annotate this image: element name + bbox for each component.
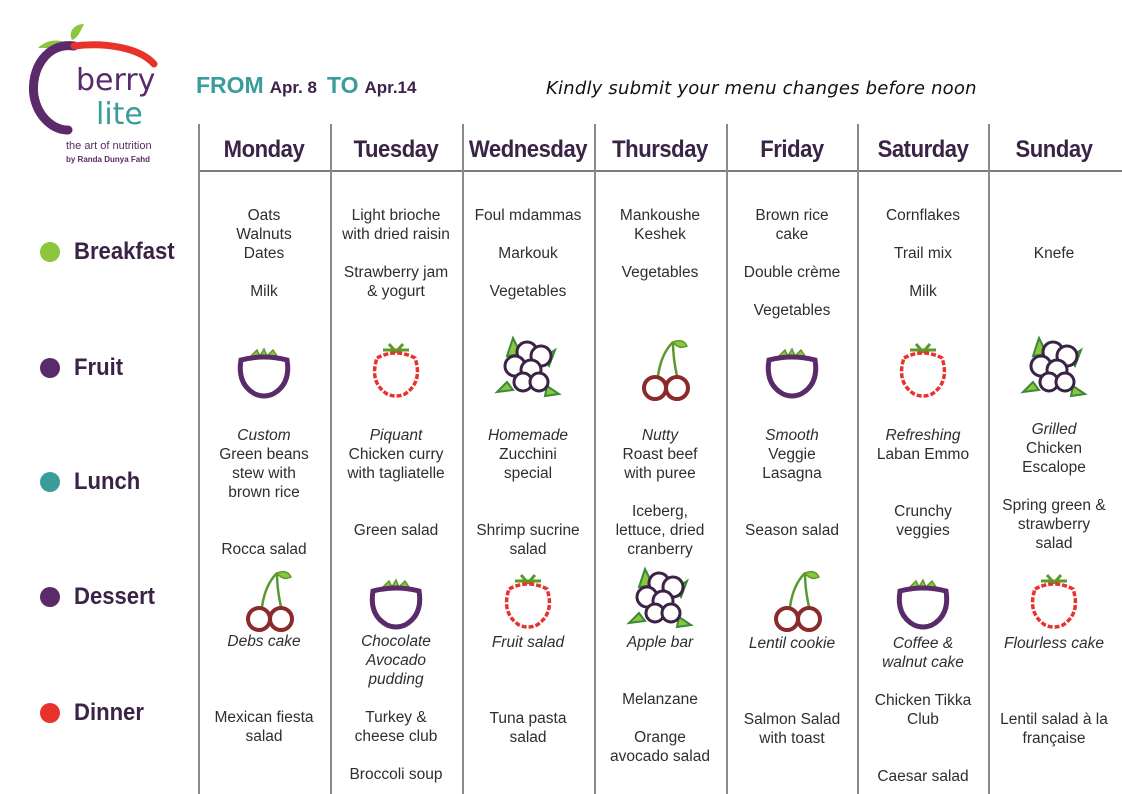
breakfast-item: Brown rice bbox=[755, 207, 829, 224]
dinner-item: salad bbox=[509, 729, 547, 746]
dessert-item: Lentil cookie bbox=[748, 635, 836, 652]
day-header-friday: Friday bbox=[760, 136, 824, 163]
spacer bbox=[988, 225, 1120, 244]
lunch-descriptor: Grilled bbox=[1031, 421, 1077, 438]
breakfast-item: Keshek bbox=[634, 226, 686, 243]
dinner-cell-sunday bbox=[988, 710, 1120, 748]
dinner-item: Club bbox=[907, 711, 939, 728]
lunch-side-item: Green salad bbox=[353, 522, 439, 539]
breakfast-item: Milk bbox=[250, 283, 278, 300]
lunch-main-item: Escalope bbox=[1022, 459, 1086, 476]
lunch-main-item: Chicken bbox=[1026, 440, 1082, 457]
day-header-saturday: Saturday bbox=[877, 136, 969, 163]
lunch-side-saturday bbox=[857, 502, 989, 540]
lunch-main-item: special bbox=[503, 465, 553, 482]
dessert-cell-sunday bbox=[988, 634, 1120, 653]
meal-name: Dessert bbox=[74, 583, 156, 610]
dessert-cell-monday bbox=[198, 632, 330, 651]
fig-icon bbox=[229, 332, 299, 402]
lunch-descriptor: Custom bbox=[237, 427, 291, 444]
meal-name: Lunch bbox=[74, 468, 141, 495]
dinner-cell-thursday bbox=[594, 690, 726, 766]
spacer bbox=[726, 244, 858, 263]
breakfast-item: Milk bbox=[909, 283, 937, 300]
cherries-icon bbox=[757, 563, 827, 633]
spacer bbox=[462, 263, 594, 282]
logo-berry-text: berry bbox=[76, 63, 156, 98]
dinner-item: Orange bbox=[634, 729, 686, 746]
spacer bbox=[594, 709, 726, 728]
lunch-main-item: Laban Emmo bbox=[876, 446, 970, 463]
breakfast-item: Cornflakes bbox=[885, 207, 961, 224]
to-label: TO bbox=[326, 72, 359, 98]
header-divider bbox=[198, 170, 1122, 172]
lunch-main-item: with puree bbox=[624, 465, 696, 482]
spacer bbox=[857, 748, 989, 767]
dinner-item: Salmon Salad bbox=[743, 711, 841, 728]
dessert-cell-friday bbox=[726, 634, 858, 653]
lunch-main-item: Veggie bbox=[768, 446, 816, 463]
dinner-item: Chicken Tikka bbox=[874, 692, 972, 709]
dessert-item: Chocolate bbox=[361, 633, 431, 650]
blueberries-icon bbox=[1019, 332, 1089, 402]
breakfast-item: Vegetables bbox=[753, 302, 831, 319]
dessert-item: Avocado bbox=[365, 652, 427, 669]
lunch-side-item: Season salad bbox=[745, 522, 839, 539]
brand-tagline-block bbox=[66, 140, 152, 166]
breakfast-cell-wednesday bbox=[462, 206, 594, 301]
day-header-thursday: Thursday bbox=[612, 136, 708, 163]
lunch-side-item: cranberry bbox=[627, 541, 693, 558]
lunch-side-item: Rocca salad bbox=[221, 541, 307, 558]
breakfast-item: Walnuts bbox=[236, 226, 292, 243]
lunch-descriptor: Nutty bbox=[641, 427, 679, 444]
spacer bbox=[198, 263, 330, 282]
lunch-side-item: lettuce, dried bbox=[615, 522, 705, 539]
lunch-main-item: Chicken curry bbox=[348, 446, 444, 463]
lunch-main-item: with tagliatelle bbox=[347, 465, 445, 482]
dessert-item: walnut cake bbox=[882, 654, 964, 671]
fig-icon bbox=[888, 563, 958, 633]
lunch-cell-tuesday bbox=[330, 426, 462, 483]
lunch-side-thursday bbox=[594, 502, 726, 559]
breakfast-cell-monday bbox=[198, 206, 330, 301]
meal-label-fruit bbox=[40, 354, 127, 382]
lunch-side-friday bbox=[726, 521, 858, 540]
lunch-side-item: strawberry bbox=[1017, 516, 1091, 533]
dinner-item: française bbox=[1022, 730, 1086, 747]
dinner-item: salad bbox=[245, 728, 283, 745]
lunch-side-item: veggies bbox=[896, 522, 950, 539]
dinner-cell-saturday bbox=[857, 691, 989, 786]
breakfast-item: cake bbox=[775, 226, 809, 243]
dessert-cell-saturday bbox=[857, 634, 989, 672]
dessert-item: Flourless cake bbox=[1004, 635, 1104, 652]
dessert-cell-wednesday bbox=[462, 633, 594, 652]
spacer bbox=[988, 206, 1120, 225]
meal-name: Breakfast bbox=[74, 238, 175, 265]
breakfast-item: Foul mdammas bbox=[474, 207, 582, 224]
breakfast-item: Light brioche bbox=[351, 207, 441, 224]
day-header-monday: Monday bbox=[223, 136, 305, 163]
lunch-main-item: brown rice bbox=[228, 484, 300, 501]
lunch-side-wednesday bbox=[462, 521, 594, 559]
lunch-side-item: Spring green & bbox=[1002, 497, 1106, 514]
breakfast-cell-friday bbox=[726, 206, 858, 320]
dinner-item: Tuna pasta bbox=[489, 710, 567, 727]
dessert-cell-thursday bbox=[594, 633, 726, 652]
dinner-item: Melanzane bbox=[622, 691, 698, 708]
breakfast-item: Oats bbox=[247, 207, 281, 224]
lunch-cell-thursday bbox=[594, 426, 726, 483]
brand-byline: by Randa Dunya Fahd bbox=[66, 155, 151, 164]
breakfast-item: Vegetables bbox=[489, 283, 567, 300]
lunch-main-item: Green beans bbox=[219, 446, 309, 463]
day-header-sunday: Sunday bbox=[1015, 136, 1093, 163]
breakfast-cell-tuesday bbox=[330, 206, 462, 301]
raspberry-icon bbox=[493, 563, 563, 633]
lunch-main-item: Lasagna bbox=[762, 465, 822, 482]
meal-label-dessert bbox=[40, 583, 162, 611]
lunch-side-item: Crunchy bbox=[894, 503, 952, 520]
date-range bbox=[196, 72, 416, 99]
spacer bbox=[462, 225, 594, 244]
dessert-item: Fruit salad bbox=[491, 634, 565, 651]
lunch-side-monday bbox=[198, 540, 330, 559]
dinner-item: cheese club bbox=[354, 728, 438, 745]
breakfast-item: & yogurt bbox=[367, 283, 425, 300]
lunch-main-item: Zucchini bbox=[499, 446, 557, 463]
spacer bbox=[594, 244, 726, 263]
spacer bbox=[857, 225, 989, 244]
meal-dot-icon bbox=[40, 358, 60, 378]
dessert-item: pudding bbox=[368, 671, 424, 688]
fig-icon bbox=[361, 563, 431, 633]
breakfast-item: Strawberry jam bbox=[343, 264, 449, 281]
dinner-cell-monday bbox=[198, 708, 330, 746]
meal-name: Dinner bbox=[74, 699, 144, 726]
meal-dot-icon bbox=[40, 472, 60, 492]
breakfast-item: Mankoushe bbox=[619, 207, 701, 224]
breakfast-item: Trail mix bbox=[894, 245, 952, 262]
meal-dot-icon bbox=[40, 587, 60, 607]
breakfast-item: Markouk bbox=[498, 245, 558, 262]
dessert-cell-tuesday bbox=[330, 632, 462, 689]
lunch-side-item: salad bbox=[509, 541, 547, 558]
to-date: Apr.14 bbox=[364, 78, 417, 97]
blueberries-icon bbox=[625, 563, 695, 633]
lunch-main-item: stew with bbox=[232, 465, 296, 482]
dinner-item: Broccoli soup bbox=[349, 766, 443, 783]
dinner-cell-friday bbox=[726, 710, 858, 748]
fig-icon bbox=[757, 332, 827, 402]
breakfast-item: with dried raisin bbox=[342, 226, 450, 243]
lunch-descriptor: Homemade bbox=[487, 427, 569, 444]
breakfast-item: Double crème bbox=[743, 264, 841, 281]
cherries-icon bbox=[229, 563, 299, 633]
dessert-item: Apple bar bbox=[626, 634, 694, 651]
dinner-cell-tuesday bbox=[330, 708, 462, 784]
dinner-item: avocado salad bbox=[610, 748, 710, 765]
dinner-item: Mexican fiesta bbox=[214, 709, 314, 726]
spacer bbox=[857, 729, 989, 748]
raspberry-icon bbox=[888, 332, 958, 402]
lunch-side-sunday bbox=[988, 496, 1120, 553]
breakfast-cell-saturday bbox=[857, 206, 989, 301]
cherries-icon bbox=[625, 332, 695, 402]
blueberries-icon bbox=[493, 332, 563, 402]
dinner-cell-wednesday bbox=[462, 709, 594, 747]
meal-dot-icon bbox=[40, 703, 60, 723]
day-header-tuesday: Tuesday bbox=[353, 136, 439, 163]
breakfast-item: Vegetables bbox=[621, 264, 699, 281]
from-date: Apr. 8 bbox=[269, 78, 317, 97]
dinner-item: Turkey & bbox=[365, 709, 427, 726]
lunch-side-item: salad bbox=[1035, 535, 1073, 552]
lunch-cell-wednesday bbox=[462, 426, 594, 483]
lunch-descriptor: Piquant bbox=[369, 427, 423, 444]
spacer bbox=[330, 746, 462, 765]
meal-dot-icon bbox=[40, 242, 60, 262]
lunch-side-tuesday bbox=[330, 521, 462, 540]
lunch-descriptor: Refreshing bbox=[885, 427, 961, 444]
lunch-cell-sunday bbox=[988, 420, 1120, 477]
lunch-main-item: Roast beef bbox=[622, 446, 698, 463]
from-label: FROM bbox=[196, 72, 264, 98]
breakfast-item: Knefe bbox=[1033, 245, 1075, 262]
lunch-descriptor: Smooth bbox=[765, 427, 819, 444]
lunch-cell-saturday bbox=[857, 426, 989, 464]
breakfast-cell-thursday bbox=[594, 206, 726, 282]
meal-label-lunch bbox=[40, 468, 146, 496]
dinner-item: Lentil salad à la bbox=[1000, 711, 1108, 728]
spacer bbox=[330, 244, 462, 263]
dessert-item: Coffee & bbox=[892, 635, 954, 652]
lunch-side-item: Shrimp sucrine bbox=[476, 522, 580, 539]
meal-label-dinner bbox=[40, 699, 150, 727]
meal-label-breakfast bbox=[40, 238, 183, 266]
raspberry-icon bbox=[1019, 563, 1089, 633]
meal-name: Fruit bbox=[74, 354, 124, 381]
dessert-item: Debs cake bbox=[227, 633, 301, 650]
dinner-item: Caesar salad bbox=[877, 768, 969, 785]
lunch-cell-monday bbox=[198, 426, 330, 502]
spacer bbox=[857, 263, 989, 282]
logo-lite-text: lite bbox=[96, 97, 143, 132]
notice-text: Kindly submit your menu changes before noon bbox=[546, 78, 977, 99]
lunch-side-item: Iceberg, bbox=[631, 503, 688, 520]
spacer bbox=[726, 282, 858, 301]
lunch-cell-friday bbox=[726, 426, 858, 483]
dinner-item: with toast bbox=[759, 730, 825, 747]
day-header-wednesday: Wednesday bbox=[468, 136, 588, 163]
raspberry-icon bbox=[361, 332, 431, 402]
brand-tagline: the art of nutrition bbox=[66, 140, 152, 152]
breakfast-cell-sunday bbox=[988, 206, 1120, 263]
breakfast-item: Dates bbox=[243, 245, 285, 262]
